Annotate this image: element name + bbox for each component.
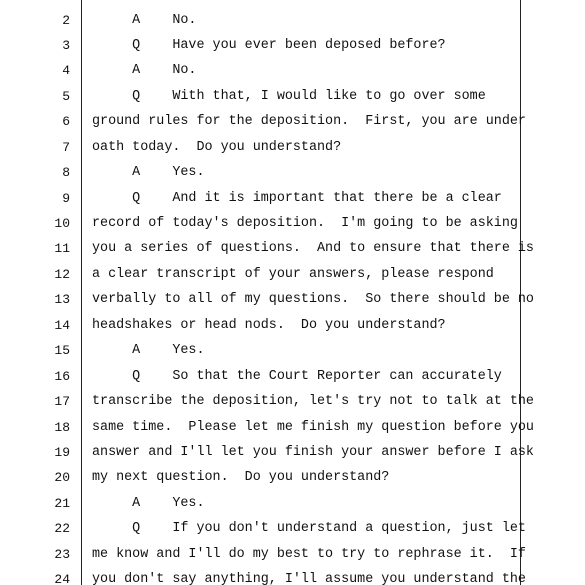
line-number: 22: [54, 521, 70, 536]
line-text: Q So that the Court Reporter can accurately: [92, 369, 502, 384]
transcript-line: [0, 114, 585, 139]
line-number: 13: [54, 292, 70, 307]
line-number: 16: [54, 369, 70, 384]
line-text: A No.: [92, 13, 197, 28]
line-text: same time. Please let me finish my question before you: [92, 420, 534, 435]
transcript-line: [0, 318, 585, 343]
line-number: 5: [62, 89, 70, 104]
line-number: 3: [62, 38, 70, 53]
line-number: 20: [54, 470, 70, 485]
line-number: 4: [62, 63, 70, 78]
line-number: 15: [54, 343, 70, 358]
line-number: 14: [54, 318, 70, 333]
line-text: verbally to all of my questions. So there should be no: [92, 292, 534, 307]
line-number: 24: [54, 572, 70, 585]
transcript-line: [0, 191, 585, 216]
line-number: 11: [54, 241, 70, 256]
transcript-line: [0, 343, 585, 368]
line-text: transcribe the deposition, let's try not to talk at the: [92, 394, 534, 409]
transcript-line: [0, 267, 585, 292]
line-text: A Yes.: [92, 165, 205, 180]
transcript-line: [0, 369, 585, 394]
transcript-line: [0, 547, 585, 572]
transcript-line: [0, 13, 585, 38]
line-text: Q Have you ever been deposed before?: [92, 38, 446, 53]
transcript-line: [0, 38, 585, 63]
transcript-line: [0, 420, 585, 445]
transcript-line: [0, 140, 585, 165]
line-text: my next question. Do you understand?: [92, 470, 390, 485]
line-number: 12: [54, 267, 70, 282]
line-number: 18: [54, 420, 70, 435]
line-text: a clear transcript of your answers, please respond: [92, 267, 494, 282]
line-number: 9: [62, 191, 70, 206]
line-text: record of today's deposition. I'm going to be asking: [92, 216, 518, 231]
line-number: 19: [54, 445, 70, 460]
transcript-line: [0, 216, 585, 241]
line-number: 23: [54, 547, 70, 562]
line-number: 21: [54, 496, 70, 511]
transcript-line: [0, 445, 585, 470]
line-text: ground rules for the deposition. First, you are under: [92, 114, 526, 129]
line-text: oath today. Do you understand?: [92, 140, 342, 155]
line-number: 17: [54, 394, 70, 409]
transcript-line: [0, 521, 585, 546]
transcript-line: [0, 394, 585, 419]
line-text: A Yes.: [92, 343, 205, 358]
transcript-line: [0, 63, 585, 88]
line-number: 6: [62, 114, 70, 129]
transcript-line: [0, 572, 585, 585]
line-text: Q With that, I would like to go over some: [92, 89, 486, 104]
transcript-line: [0, 470, 585, 495]
line-text: A No.: [92, 63, 197, 78]
line-number: 7: [62, 140, 70, 155]
transcript-line: [0, 89, 585, 114]
transcript-line: [0, 292, 585, 317]
transcript-line: [0, 241, 585, 266]
line-text: A Yes.: [92, 496, 205, 511]
line-text: Q And it is important that there be a clear: [92, 191, 502, 206]
line-text: Q If you don't understand a question, just let: [92, 521, 526, 536]
transcript-line: [0, 496, 585, 521]
line-number: 8: [62, 165, 70, 180]
line-number: 10: [54, 216, 70, 231]
transcript-line: [0, 165, 585, 190]
line-text: you a series of questions. And to ensure that there is: [92, 241, 534, 256]
line-text: headshakes or head nods. Do you understand?: [92, 318, 446, 333]
line-text: me know and I'll do my best to try to rephrase it. If: [92, 547, 526, 562]
line-text: you don't say anything, I'll assume you understand the: [92, 572, 526, 585]
line-text: answer and I'll let you finish your answer before I ask: [92, 445, 534, 460]
line-number: 2: [62, 13, 70, 28]
